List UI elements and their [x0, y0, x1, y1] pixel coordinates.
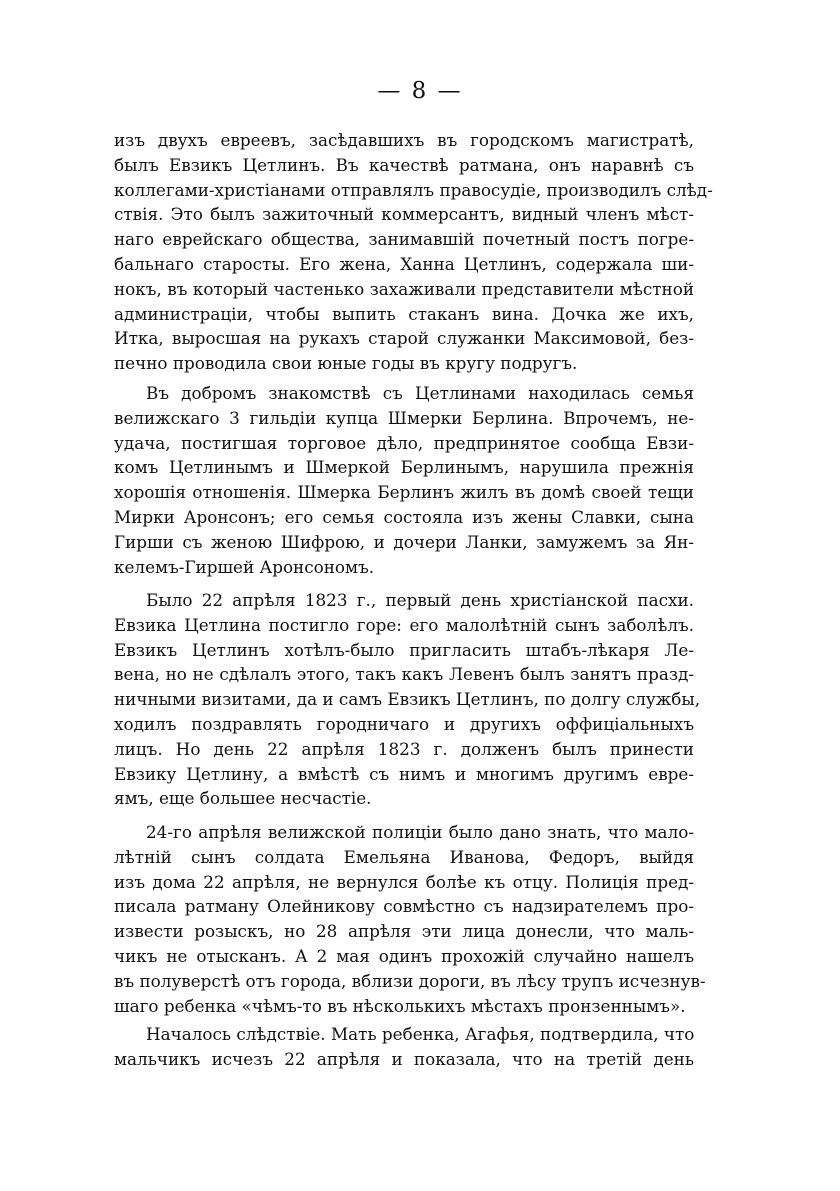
text-line: лицъ. Но день 22 апрѣля 1823 г. долженъ былъ принести [114, 738, 694, 759]
text-line: комъ Цетлинымъ и Шмеркой Берлинымъ, нарушила прежнія [114, 457, 694, 478]
text-line: Мирки Аронсонъ; его семья состояла изъ жены Славки, сына [114, 506, 694, 527]
text-line: изъ двухъ евреевъ, засѣдавшихъ въ городскомъ магистратѣ, [114, 130, 694, 150]
paragraph-5 [114, 1022, 694, 1072]
text-line: удача, постигшая торговое дѣло, предпринятое сообща Евзи- [114, 432, 694, 453]
text-line: мальчикъ исчезъ 22 апрѣля и показала, что на третій день [114, 1048, 694, 1069]
page-number: — 8 — [377, 78, 463, 104]
paragraph-2 [114, 381, 694, 579]
text-line: извести розыскъ, но 28 апрѣля эти лица донесли, что маль- [114, 921, 694, 942]
text-line: Началось слѣдствіе. Мать ребенка, Агафья, подтвердила, что [146, 1024, 695, 1044]
text-line: Итка, выросшая на рукахъ старой служанки Максимовой, без- [114, 328, 694, 349]
text-line: Евзика Цетлина постигло горе: его малолѣтній сынъ заболѣлъ. [114, 614, 694, 635]
text-line: чикъ не отысканъ. А 2 мая одинъ прохожій случайно нашелъ [114, 945, 694, 966]
text-line: писала ратману Олейникову совмѣстно съ надзирателемъ про- [114, 896, 694, 917]
text-line: Евзику Цетлину, а вмѣстѣ съ нимъ и многимъ другимъ евре- [114, 763, 694, 784]
text-line: коллегами-христіанами отправлялъ правосудіе, производилъ слѣд- [114, 179, 713, 200]
text-line: печно проводила свои юные годы въ кругу подругъ. [114, 353, 578, 374]
text-line: былъ Евзикъ Цетлинъ. Въ качествѣ ратмана, онъ наравнѣ съ [114, 154, 694, 175]
text-line: Было 22 апрѣля 1823 г., первый день христіанской пасхи. [146, 590, 694, 610]
text-line: Въ добромъ знакомствѣ съ Цетлинами находилась семья [146, 383, 694, 403]
paragraph-1 [114, 128, 713, 376]
text-line: нокъ, въ который частенько захаживали представители мѣстной [114, 278, 694, 299]
text-line: келемъ-Гиршей Аронсономъ. [114, 556, 375, 577]
text-line: въ полуверстѣ отъ города, вблизи дороги, въ лѣсу трупъ исчезнув- [114, 970, 706, 991]
text-line: наго еврейскаго общества, занимавшій почетный постъ погре- [114, 229, 694, 250]
text-line: изъ дома 22 апрѣля, не вернулся болѣе къ отцу. Полиція пред- [114, 871, 694, 892]
text-line: администраціи, чтобы выпить стаканъ вина. Дочка же ихъ, [114, 303, 694, 324]
text-line: бальнаго старосты. Его жена, Ханна Цетлинъ, содержала ши- [114, 253, 694, 274]
text-line: хорошія отношенія. Шмерка Берлинъ жилъ въ домѣ своей тещи [114, 482, 694, 503]
text-line: Евзикъ Цетлинъ хотѣлъ-было пригласить штабъ-лѣкаря Ле- [114, 639, 694, 660]
text-line: велижскаго 3 гильдіи купца Шмерки Берлина. Впрочемъ, не- [114, 407, 694, 428]
text-line: ничными визитами, да и самъ Евзикъ Цетлинъ, по долгу службы, [114, 689, 701, 710]
paragraph-3 [114, 588, 701, 811]
text-line: ходилъ поздравлять городничаго и другихъ оффиціальныхъ [114, 713, 694, 734]
text-line: вена, но не сдѣлалъ этого, такъ какъ Левенъ былъ занятъ празд- [114, 664, 694, 685]
text-line: ямъ, еще большее несчастіе. [114, 788, 372, 809]
text-line: 24-го апрѣля велижской полиціи было дано знать, что мало- [146, 822, 694, 842]
text-line: шаго ребенка «чѣмъ-то въ нѣсколькихъ мѣстахъ пронзеннымъ». [114, 995, 686, 1016]
paragraph-4 [114, 820, 706, 1018]
text-line: ствія. Это былъ зажиточный коммерсантъ, видный членъ мѣст- [114, 204, 694, 225]
text-line: лѣтній сынъ солдата Емельяна Иванова, Федоръ, выйдя [114, 846, 694, 867]
text-line: Гирши съ женою Шифрою, и дочери Ланки, замужемъ за Ян- [114, 531, 694, 552]
